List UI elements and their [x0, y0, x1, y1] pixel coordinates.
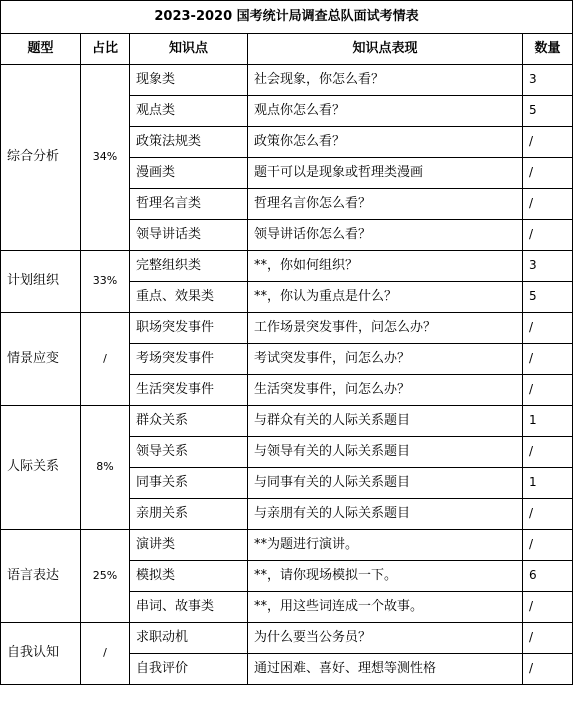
ratio-cell: / [81, 623, 130, 685]
count-cell: / [523, 592, 573, 623]
knowledge-point-cell: 观点类 [130, 96, 248, 127]
knowledge-point-cell: 重点、效果类 [130, 282, 248, 313]
count-cell: / [523, 127, 573, 158]
count-cell: 1 [523, 468, 573, 499]
knowledge-point-cell: 政策法规类 [130, 127, 248, 158]
knowledge-point-cell: 完整组织类 [130, 251, 248, 282]
table-row [1, 251, 573, 282]
knowledge-point-cell: 模拟类 [130, 561, 248, 592]
table-row [1, 65, 573, 96]
expression-cell: 工作场景突发事件，问怎么办？ [248, 313, 523, 344]
expression-cell: 通过困难、喜好、理想等测性格 [248, 654, 523, 685]
expression-cell: **，你认为重点是什么？ [248, 282, 523, 313]
category-cell: 情景应变 [1, 313, 81, 406]
table-row [1, 313, 573, 344]
knowledge-point-cell: 领导讲话类 [130, 220, 248, 251]
knowledge-point-cell: 自我评价 [130, 654, 248, 685]
knowledge-point-cell: 求职动机 [130, 623, 248, 654]
category-cell: 语言表达 [1, 530, 81, 623]
table-title: 2023-2020 国考统计局调查总队面试考情表 [1, 1, 573, 34]
count-cell: 6 [523, 561, 573, 592]
ratio-cell: 25% [81, 530, 130, 623]
header-row [1, 34, 573, 65]
ratio-cell: 33% [81, 251, 130, 313]
title-row [1, 1, 573, 34]
count-cell: / [523, 437, 573, 468]
count-cell: / [523, 530, 573, 561]
table-row [1, 406, 573, 437]
count-cell: 5 [523, 96, 573, 127]
expression-cell: 哲理名言你怎么看？ [248, 189, 523, 220]
count-cell: 3 [523, 251, 573, 282]
knowledge-point-cell: 生活突发事件 [130, 375, 248, 406]
ratio-cell: 34% [81, 65, 130, 251]
count-cell: / [523, 313, 573, 344]
count-cell: / [523, 623, 573, 654]
count-cell: / [523, 344, 573, 375]
knowledge-point-cell: 同事关系 [130, 468, 248, 499]
count-cell: / [523, 654, 573, 685]
count-cell: 5 [523, 282, 573, 313]
knowledge-point-cell: 考场突发事件 [130, 344, 248, 375]
count-cell: 1 [523, 406, 573, 437]
ratio-cell: / [81, 313, 130, 406]
table-row [1, 530, 573, 561]
expression-cell: 与亲朋有关的人际关系题目 [248, 499, 523, 530]
knowledge-point-cell: 职场突发事件 [130, 313, 248, 344]
expression-cell: 社会现象，你怎么看？ [248, 65, 523, 96]
expression-cell: 生活突发事件，问怎么办？ [248, 375, 523, 406]
knowledge-point-cell: 串词、故事类 [130, 592, 248, 623]
expression-cell: 考试突发事件，问怎么办？ [248, 344, 523, 375]
knowledge-point-cell: 演讲类 [130, 530, 248, 561]
expression-cell: **，请你现场模拟一下。 [248, 561, 523, 592]
header-count: 数量 [523, 34, 573, 65]
ratio-cell: 8% [81, 406, 130, 530]
header-expression: 知识点表现 [248, 34, 523, 65]
knowledge-point-cell: 漫画类 [130, 158, 248, 189]
table-body [1, 65, 573, 685]
count-cell: / [523, 158, 573, 189]
expression-cell: 领导讲话你怎么看？ [248, 220, 523, 251]
header-knowledge: 知识点 [130, 34, 248, 65]
category-cell: 综合分析 [1, 65, 81, 251]
count-cell: / [523, 189, 573, 220]
category-cell: 自我认知 [1, 623, 81, 685]
count-cell: / [523, 220, 573, 251]
expression-cell: 与领导有关的人际关系题目 [248, 437, 523, 468]
header-ratio: 占比 [81, 34, 130, 65]
count-cell: 3 [523, 65, 573, 96]
expression-cell: 为什么要当公务员？ [248, 623, 523, 654]
table-row [1, 623, 573, 654]
count-cell: / [523, 375, 573, 406]
expression-cell: **为题进行演讲。 [248, 530, 523, 561]
expression-cell: 与同事有关的人际关系题目 [248, 468, 523, 499]
header-type: 题型 [1, 34, 81, 65]
expression-cell: **，用这些词连成一个故事。 [248, 592, 523, 623]
expression-cell: 题干可以是现象或哲理类漫画 [248, 158, 523, 189]
category-cell: 人际关系 [1, 406, 81, 530]
knowledge-point-cell: 群众关系 [130, 406, 248, 437]
count-cell: / [523, 499, 573, 530]
expression-cell: 观点你怎么看？ [248, 96, 523, 127]
knowledge-point-cell: 亲朋关系 [130, 499, 248, 530]
knowledge-point-cell: 哲理名言类 [130, 189, 248, 220]
knowledge-point-cell: 领导关系 [130, 437, 248, 468]
category-cell: 计划组织 [1, 251, 81, 313]
expression-cell: 与群众有关的人际关系题目 [248, 406, 523, 437]
expression-cell: 政策你怎么看？ [248, 127, 523, 158]
expression-cell: **，你如何组织？ [248, 251, 523, 282]
knowledge-point-cell: 现象类 [130, 65, 248, 96]
